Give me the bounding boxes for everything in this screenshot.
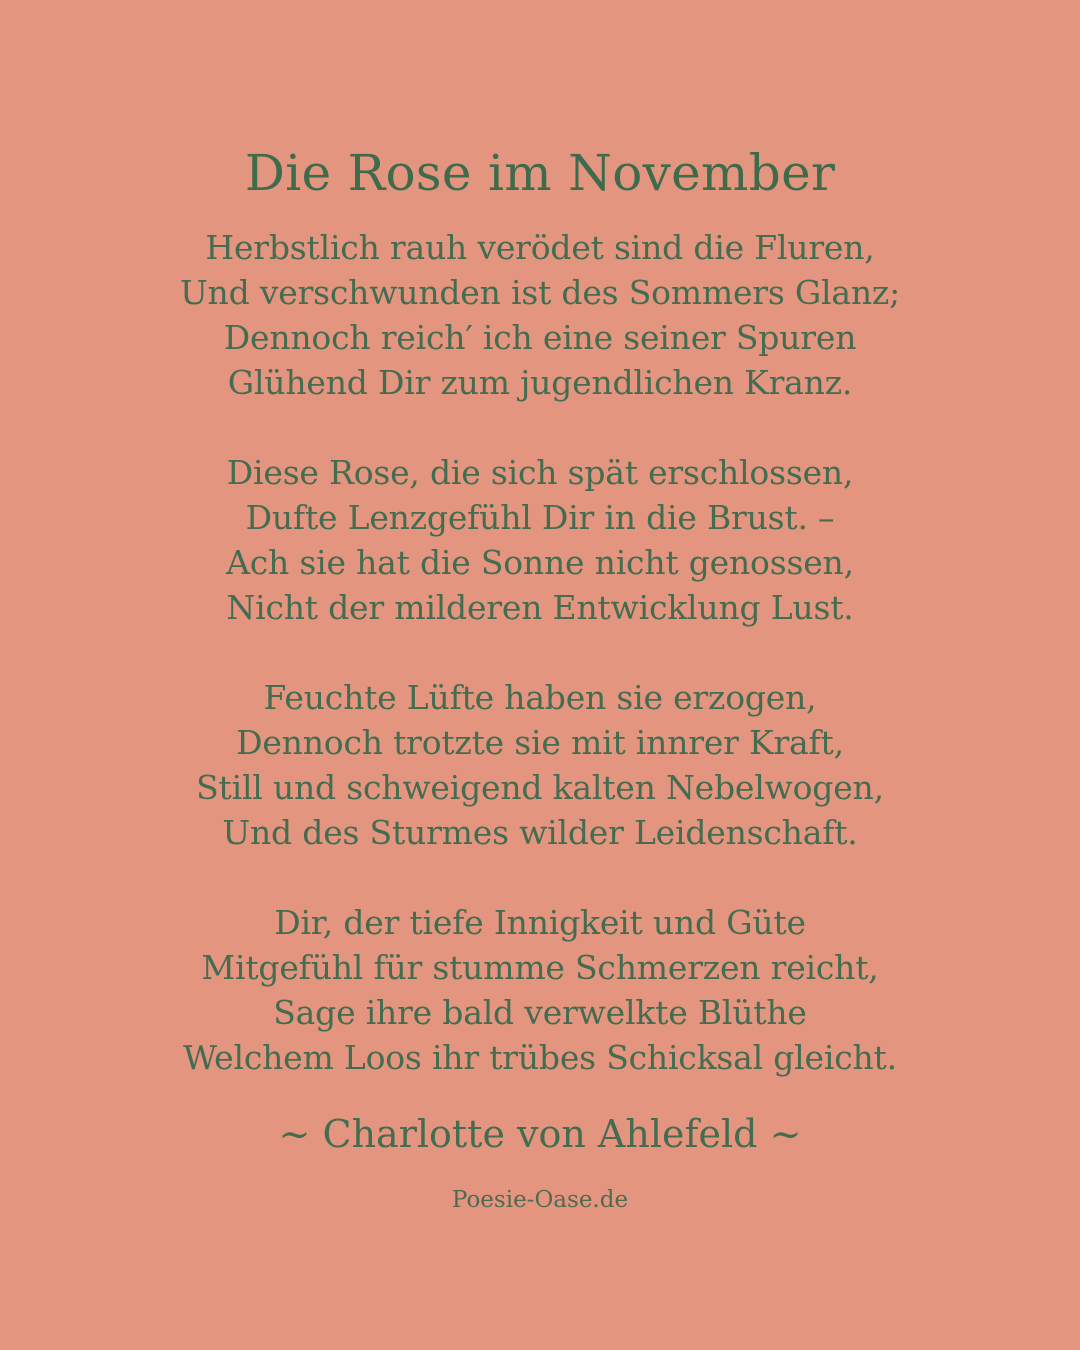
stanza-1 [0, 225, 1080, 405]
stanza-3 [0, 675, 1080, 855]
poem-line: Und des Sturmes wilder Leidenschaft. [222, 813, 858, 852]
poem-body [0, 225, 1080, 1125]
poem-line: Dufte Lenzgefühl Dir in die Brust. – [245, 498, 835, 537]
poem-line: Feuchte Lüfte haben sie erzogen, [263, 678, 817, 717]
poem-line: Herbstlich rauh verödet sind die Fluren, [205, 228, 875, 267]
poem-line: Dennoch trotzte sie mit innrer Kraft, [236, 723, 844, 762]
poem-line: Nicht der milderen Entwicklung Lust. [226, 588, 854, 627]
poem-line: Ach sie hat die Sonne nicht genossen, [226, 543, 854, 582]
poem-line: Mitgefühl für stumme Schmerzen reicht, [201, 948, 879, 987]
site-credit: Poesie-Oase.de [451, 1187, 629, 1213]
poem-author: ~ Charlotte von Ahlefeld ~ [278, 1112, 802, 1156]
poem-line: Diese Rose, die sich spät erschlossen, [226, 453, 854, 492]
poem-line: Dennoch reich′ ich eine seiner Spuren [223, 318, 857, 357]
poem-title: Die Rose im November [244, 144, 836, 202]
poem-line: Und verschwunden ist des Sommers Glanz; [179, 273, 901, 312]
stanza-2 [0, 450, 1080, 630]
poem-line: Welchem Loos ihr trübes Schicksal gleicht. [183, 1038, 897, 1077]
poem-line: Still und schweigend kalten Nebelwogen, [196, 768, 884, 807]
poem-line: Dir, der tiefe Innigkeit und Güte [274, 903, 806, 942]
stanza-4 [0, 900, 1080, 1080]
poem-line: Glühend Dir zum jugendlichen Kranz. [227, 363, 853, 402]
poem-line: Sage ihre bald verwelkte Blüthe [273, 993, 807, 1032]
